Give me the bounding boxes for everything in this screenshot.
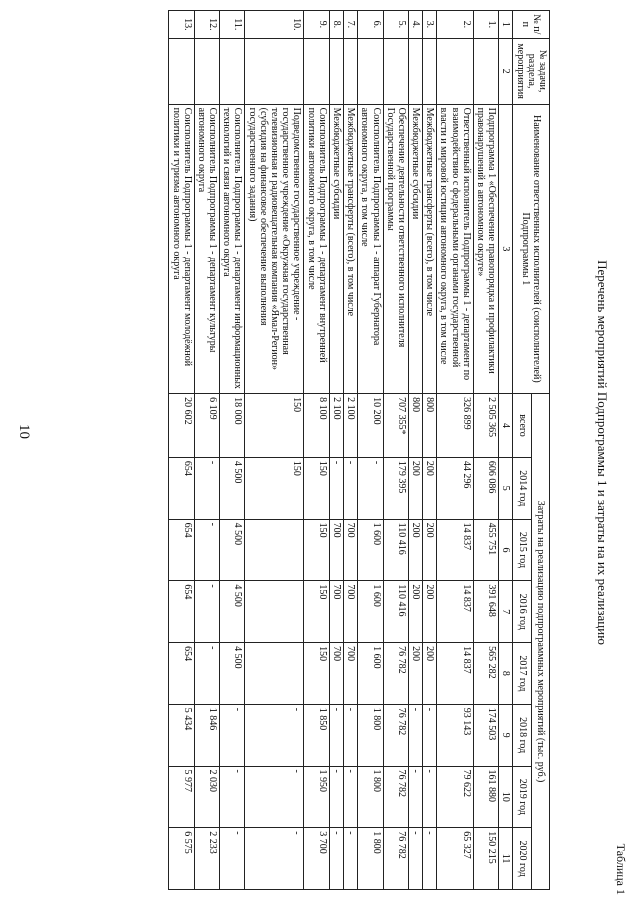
row-task (437, 38, 474, 104)
row-executor-name: Обеспечение деятельности ответственного исполнителя Государственной программы (383, 104, 408, 393)
row-task (358, 38, 383, 104)
cell-year-value: 65 327 (437, 828, 474, 890)
cell-total: 18 000 (220, 394, 245, 458)
row-task (344, 38, 358, 104)
table-row (245, 11, 304, 890)
cell-year-value: 93 143 (437, 704, 474, 766)
cell-year-value: 1 800 (358, 766, 383, 828)
row-number: 6. (358, 11, 383, 39)
table-row (383, 11, 408, 890)
column-number: 9 (499, 704, 513, 766)
cell-year-value: 110 416 (383, 581, 408, 643)
header-task: № задачи, раздела, мероприятия (513, 38, 550, 104)
cell-year-value: - (344, 766, 358, 828)
cell-year-value: 5 977 (169, 766, 194, 828)
cell-year-value: 161 880 (473, 766, 498, 828)
cell-year-value: 200 (423, 519, 437, 581)
cell-year-value: 174 503 (473, 704, 498, 766)
cell-year-value: 700 (329, 581, 343, 643)
cell-year-value: 700 (329, 643, 343, 705)
column-number: 6 (499, 519, 513, 581)
table-row (169, 11, 194, 890)
column-number: 5 (499, 457, 513, 519)
cell-total: 20 602 (169, 394, 194, 458)
row-number: 2. (437, 11, 474, 39)
row-task (473, 38, 498, 104)
column-number: 11 (499, 828, 513, 890)
cell-year-value: 700 (344, 643, 358, 705)
cell-year-value: - (194, 581, 219, 643)
cell-year-value: 150 215 (473, 828, 498, 890)
column-number: 1 (499, 11, 513, 39)
cell-year-value: 150 (304, 581, 329, 643)
cell-year-value: 150 (245, 457, 304, 519)
row-task (408, 38, 422, 104)
header-year: 2014 год (513, 457, 531, 519)
cell-year-value: - (408, 704, 422, 766)
cell-year-value: 700 (329, 519, 343, 581)
row-number: 5. (383, 11, 408, 39)
cell-year-value: 110 416 (383, 519, 408, 581)
cell-total: 2 505 365 (473, 394, 498, 458)
cell-year-value: - (329, 766, 343, 828)
cell-year-value: 179 395 (383, 457, 408, 519)
cell-year-value: 76 782 (383, 643, 408, 705)
cell-year-value: - (329, 828, 343, 890)
row-task (245, 38, 304, 104)
row-executor-name: Межбюджетные трансферты (всего), в том числе (423, 104, 437, 393)
cell-total: 10 200 (358, 394, 383, 458)
cell-year-value: - (408, 828, 422, 890)
cell-total: 8 100 (304, 394, 329, 458)
cell-year-value: 150 (304, 519, 329, 581)
header-year: 2017 год (513, 643, 531, 705)
table-row (344, 11, 358, 890)
row-number: 9. (304, 11, 329, 39)
cell-year-value: 4 500 (220, 643, 245, 705)
cell-total: 800 (408, 394, 422, 458)
cell-year-value: 76 782 (383, 828, 408, 890)
row-task (304, 38, 329, 104)
cell-year-value: - (358, 457, 383, 519)
row-task (169, 38, 194, 104)
row-executor-name: Соисполнитель Подпрограммы 1 - департамент молодёжной политики и туризма автономного округа (169, 104, 194, 393)
cell-total: 2 100 (329, 394, 343, 458)
cell-year-value: 200 (408, 457, 422, 519)
column-number: 4 (499, 394, 513, 458)
table-row (423, 11, 437, 890)
cell-year-value: - (245, 766, 304, 828)
header-year: 2019 год (513, 766, 531, 828)
header-costs-group: Затраты на реализацию подпрограммных мероприятий (тыс. руб.) (531, 394, 549, 890)
table-row (408, 11, 422, 890)
page-title: Перечень мероприятий Подпрограммы 1 и затраты на их реализацию (595, 260, 610, 645)
table-row (437, 11, 474, 890)
row-executor-name: Подведомственное государственное учреждение - государственное учреждение «Окружная государственная телевизионная и радиовещательная компания «Ямал-Регион» (субсидия на финансовое обеспечение выполнения государственного задания) (245, 104, 304, 393)
cell-year-value: 1 600 (358, 581, 383, 643)
cell-year-value: 200 (423, 643, 437, 705)
row-number: 8. (329, 11, 343, 39)
table-row (194, 11, 219, 890)
cell-year-value: 1 800 (358, 704, 383, 766)
row-executor-name: Межбюджетные трансферты (всего), в том числе (344, 104, 358, 393)
cell-year-value: - (220, 704, 245, 766)
cell-year-value: - (245, 828, 304, 890)
cell-year-value: 654 (169, 581, 194, 643)
cell-year-value: 4 500 (220, 581, 245, 643)
cell-year-value: 606 086 (473, 457, 498, 519)
table-row (304, 11, 329, 890)
cell-year-value: 200 (408, 519, 422, 581)
cell-year-value: 150 (304, 643, 329, 705)
cell-year-value: 1 846 (194, 704, 219, 766)
table-row (358, 11, 383, 890)
cell-total: 6 109 (194, 394, 219, 458)
row-number: 12. (194, 11, 219, 39)
page-number: 10 (16, 424, 32, 439)
column-number: 8 (499, 643, 513, 705)
cell-year-value: 79 622 (437, 766, 474, 828)
cell-year-value: - (194, 643, 219, 705)
cell-year-value: 1 950 (304, 766, 329, 828)
cell-year-value: - (408, 766, 422, 828)
cell-year-value: - (329, 704, 343, 766)
cell-year-value: 2 030 (194, 766, 219, 828)
cell-year-value: 1 850 (304, 704, 329, 766)
costs-table (168, 10, 550, 890)
cell-year-value: 76 782 (383, 766, 408, 828)
header-total: всего (513, 394, 531, 458)
row-executor-name: Соисполнитель Подпрограммы 1 - аппарат Губернатора автономного округа, в том числе (358, 104, 383, 393)
row-executor-name: Ответственный исполнитель Подпрограммы 1 - департамент по взаимодействию с федеральными органами государственной власти и мировой юстиции автономного округа, в том числе (437, 104, 474, 393)
column-number-row (499, 11, 513, 890)
cell-year-value (245, 581, 304, 643)
cell-year-value: - (344, 457, 358, 519)
table-row (473, 11, 498, 890)
column-number: 2 (499, 38, 513, 104)
row-executor-name: Межбюджетные субсидии (408, 104, 422, 393)
cell-year-value: 200 (408, 643, 422, 705)
header-year: 2015 год (513, 519, 531, 581)
cell-year-value: 654 (169, 457, 194, 519)
row-number: 3. (423, 11, 437, 39)
row-executor-name: Подпрограмма 1 «Обеспечение правопорядка и профилактики правонарушений в автономном округе» (473, 104, 498, 393)
cell-year-value: 700 (344, 519, 358, 581)
header-name: Наименование ответственных исполнителей (соисполнителей) Подпрограммы 1 (513, 104, 550, 393)
cell-total: 326 899 (437, 394, 474, 458)
cell-year-value (245, 519, 304, 581)
cell-total: 800 (423, 394, 437, 458)
cell-year-value: 2 233 (194, 828, 219, 890)
cell-year-value: 1 600 (358, 643, 383, 705)
cell-year-value: 6 575 (169, 828, 194, 890)
cell-year-value: 200 (423, 581, 437, 643)
row-task (220, 38, 245, 104)
cell-year-value: 565 282 (473, 643, 498, 705)
cell-year-value: - (423, 828, 437, 890)
cell-year-value: 654 (169, 643, 194, 705)
row-number: 1. (473, 11, 498, 39)
cell-year-value: - (423, 766, 437, 828)
row-number: 11. (220, 11, 245, 39)
cell-year-value: - (220, 828, 245, 890)
cell-year-value: - (245, 704, 304, 766)
header-year: 2020 год (513, 828, 531, 890)
row-number: 4. (408, 11, 422, 39)
header-year: 2016 год (513, 581, 531, 643)
table-row (329, 11, 343, 890)
row-task (329, 38, 343, 104)
cell-year-value: - (194, 519, 219, 581)
cell-total: 150 (245, 394, 304, 458)
cell-year-value: 391 648 (473, 581, 498, 643)
cell-year-value: 4 500 (220, 519, 245, 581)
row-task (194, 38, 219, 104)
cell-year-value: 44 296 (437, 457, 474, 519)
row-executor-name: Соисполнитель Подпрограммы 1 - департамент информационных технологий и связи автономного округа (220, 104, 245, 393)
row-executor-name: Межбюджетные субсидии (329, 104, 343, 393)
table-label: Таблица 1 (614, 843, 628, 895)
cell-year-value: 76 782 (383, 704, 408, 766)
cell-year-value: 5 434 (169, 704, 194, 766)
cell-year-value: 700 (344, 581, 358, 643)
row-number: 13. (169, 11, 194, 39)
cell-year-value: - (329, 457, 343, 519)
cell-year-value: 14 837 (437, 519, 474, 581)
cell-year-value: 1 600 (358, 519, 383, 581)
row-task (383, 38, 408, 104)
column-number: 10 (499, 766, 513, 828)
header-no: № п/п (513, 11, 550, 39)
cell-total: 2 100 (344, 394, 358, 458)
cell-year-value: 3 700 (304, 828, 329, 890)
cell-year-value: 200 (423, 457, 437, 519)
cell-year-value: 455 751 (473, 519, 498, 581)
cell-year-value (245, 643, 304, 705)
cell-year-value: - (344, 704, 358, 766)
row-executor-name: Соисполнитель Подпрограммы 1 - департамент внутренней политики автономного округа, в том числе (304, 104, 329, 393)
cell-year-value: 1 800 (358, 828, 383, 890)
cell-year-value: - (220, 766, 245, 828)
cell-year-value: - (344, 828, 358, 890)
cell-year-value: 200 (408, 581, 422, 643)
column-number: 3 (499, 104, 513, 393)
table-row (220, 11, 245, 890)
cell-year-value: 654 (169, 519, 194, 581)
cell-year-value: - (194, 457, 219, 519)
cell-total: 707 355* (383, 394, 408, 458)
column-number: 7 (499, 581, 513, 643)
cell-year-value: 14 837 (437, 643, 474, 705)
cell-year-value: 150 (304, 457, 329, 519)
cell-year-value: 4 500 (220, 457, 245, 519)
cell-year-value: - (423, 704, 437, 766)
row-number: 7. (344, 11, 358, 39)
row-number: 10. (245, 11, 304, 39)
cell-year-value: 14 837 (437, 581, 474, 643)
row-executor-name: Соисполнитель Подпрограммы 1 - департамент культуры автономного округа (194, 104, 219, 393)
row-task (423, 38, 437, 104)
header-year: 2018 год (513, 704, 531, 766)
